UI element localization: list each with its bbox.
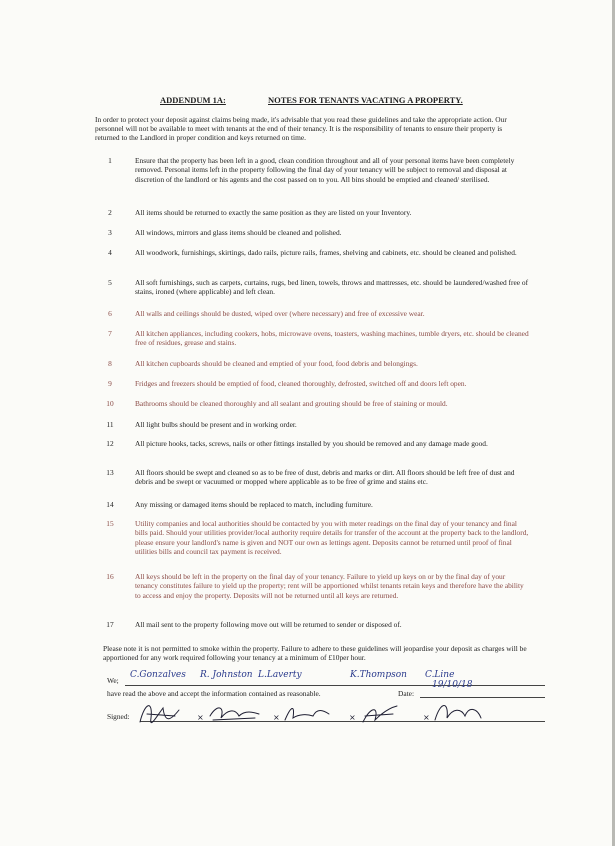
handwritten-date: 19/10/18 bbox=[432, 680, 473, 690]
item-number: 4 bbox=[108, 248, 112, 257]
signed-label: Signed: bbox=[107, 712, 130, 721]
item-text: All mail sent to the property following move out will be returned to sender or disposed of. bbox=[135, 620, 402, 629]
item-number: 15 bbox=[106, 519, 114, 528]
item-number: 16 bbox=[106, 572, 114, 581]
item-number: 2 bbox=[108, 208, 112, 217]
item-text: All windows, mirrors and glass items should be cleaned and polished. bbox=[135, 228, 342, 237]
item-number: 9 bbox=[108, 379, 112, 388]
handwritten-name: K.Thompson bbox=[350, 670, 407, 680]
item-text: All items should be returned to exactly the same position as they are listed on your Inventory. bbox=[135, 208, 412, 217]
svg-text:×: × bbox=[273, 713, 280, 722]
intro-paragraph: In order to protect your deposit against claims being made, it's advisable that you read these guidelines and take the appropriate action. Our personnel will not be available to meet with tenants at the end of their tenancy. It is the responsibility of tenants to ensure their property is returned to the Landlord in proper condition and keys returned on time. bbox=[95, 115, 507, 143]
item-number: 6 bbox=[108, 309, 112, 318]
names-underline bbox=[125, 685, 545, 686]
signature-3 bbox=[285, 708, 329, 720]
item-text: Fridges and freezers should be emptied of food, cleaned thoroughly, defrosted, switched off and doors left open. bbox=[135, 379, 467, 388]
item-text: All floors should be swept and cleaned so as to be free of dust, debris and marks or dirt. All floors should be left free of dust and debris and be swept or vacuumed or mopped where applicable as to be free of grime and stains etc. bbox=[135, 468, 515, 487]
addendum-label: ADDENDUM 1A: bbox=[160, 95, 226, 105]
item-text: All picture hooks, tacks, screws, nails or other fittings installed by you should be removed and any damage made good. bbox=[135, 439, 488, 448]
svg-text:×: × bbox=[349, 713, 356, 722]
item-text: All soft furnishings, such as carpets, curtains, rugs, bed linen, towels, throws and mattresses, etc. should be laundered/washed free of stains, ironed (where applicable) and left clean. bbox=[135, 278, 529, 297]
signature-5 bbox=[435, 706, 481, 721]
item-number: 7 bbox=[108, 329, 112, 338]
item-text: Bathrooms should be cleaned thoroughly and all sealant and grouting should be free of staining or mould. bbox=[135, 399, 448, 408]
signature-4 bbox=[363, 706, 397, 722]
date-label: Date: bbox=[398, 689, 415, 698]
document-header bbox=[0, 95, 612, 107]
item-number: 10 bbox=[106, 399, 114, 408]
item-number: 8 bbox=[108, 359, 112, 368]
item-number: 17 bbox=[106, 620, 114, 629]
item-number: 11 bbox=[106, 420, 114, 429]
item-text: All walls and ceilings should be dusted, wiped over (where necessary) and free of excessive wear. bbox=[135, 309, 425, 318]
item-number: 13 bbox=[106, 468, 114, 477]
we-label: We; bbox=[107, 676, 119, 685]
item-number: 5 bbox=[108, 278, 112, 287]
item-number: 14 bbox=[106, 500, 114, 509]
item-number: 12 bbox=[106, 439, 114, 448]
handwritten-name: C.Line bbox=[425, 670, 455, 680]
handwritten-name: R. Johnston bbox=[200, 670, 253, 680]
item-number: 1 bbox=[108, 156, 112, 165]
handwritten-name: L.Laverty bbox=[258, 670, 302, 680]
item-text: All kitchen cupboards should be cleaned and emptied of your food, food debris and belongings. bbox=[135, 359, 418, 368]
smoking-notice: Please note it is not permitted to smoke within the property. Failure to adhere to these guidelines will jeopardise your deposit as charges will be apportioned for any work required following your tenancy at a minimum of £10per hour. bbox=[103, 644, 527, 663]
item-text: All keys should be left in the property on the final day of your tenancy. Failure to yield up keys on or by the final day of your tenancy constitutes failure to yield up the property; rent will be apportioned whilst tenants retain keys and therefore have the ability to access and enjoy the property. Deposits will not be returned until all keys are returned. bbox=[135, 572, 524, 600]
item-text: Ensure that the property has been left in a good, clean condition throughout and all of your personal items have been completely removed. Personal items left in the property following the final day of your tenancy will be subject to removal and disposal at discretion of the landlord or his agents and the cost passed on to you. All bins should be emptied and cleaned/ sterilised. bbox=[135, 156, 515, 184]
item-number: 3 bbox=[108, 228, 112, 237]
item-text: Utility companies and local authorities should be contacted by you with meter readings on the final day of your tenancy and final bills paid. Should your utilities provider/local authority require details for transfer of the account at the property back to the landlord, please ensure your landlord's name is given and NOT our own as lettings agent. Deposits cannot be returned until proof of final utilities bills and council tax payment is received. bbox=[135, 519, 529, 557]
svg-text:×: × bbox=[423, 713, 430, 722]
svg-text:×: × bbox=[197, 713, 204, 722]
item-text: All kitchen appliances, including cookers, hobs, microwave ovens, toasters, washing machines, tumble dryers, etc. should be cleaned free of residues, grease and stains. bbox=[135, 329, 529, 348]
item-text: Any missing or damaged items should be replaced to match, including furniture. bbox=[135, 500, 373, 509]
signatures-graphic bbox=[135, 696, 555, 736]
item-text: All light bulbs should be present and in working order. bbox=[135, 420, 297, 429]
handwritten-name: C.Gonzalves bbox=[130, 670, 186, 680]
item-text: All woodwork, furnishings, skirtings, dado rails, picture rails, frames, shelving and cabinets, etc. should be cleaned and polished. bbox=[135, 248, 517, 257]
signature-1 bbox=[140, 706, 179, 723]
signature-2 bbox=[210, 708, 259, 720]
document-title: NOTES FOR TENANTS VACATING A PROPERTY. bbox=[268, 95, 463, 105]
confirm-text: have read the above and accept the information contained as reasonable. bbox=[107, 689, 321, 698]
